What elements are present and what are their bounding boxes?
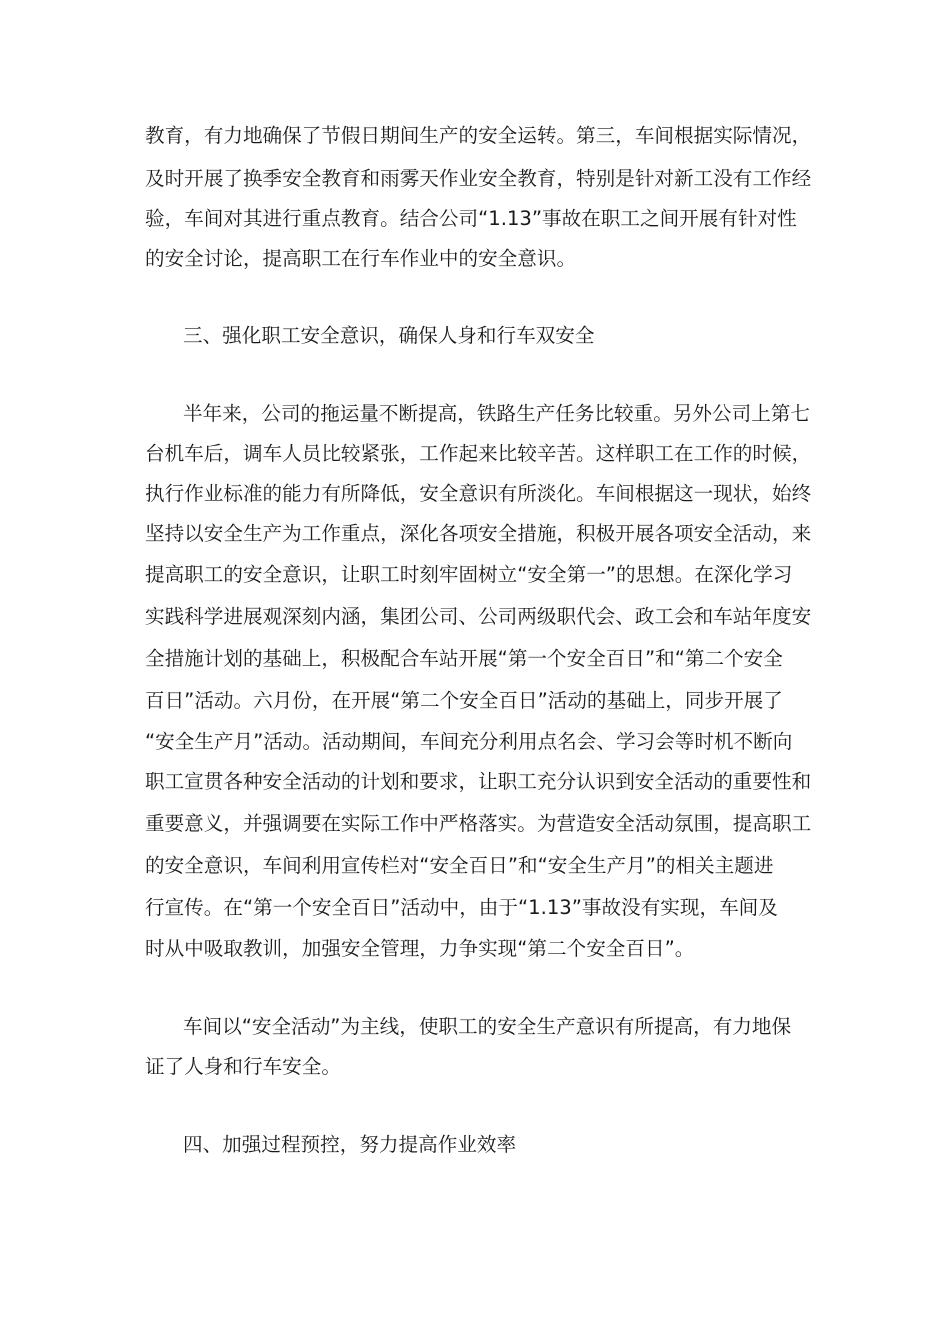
- text-line: 的安全讨论，提高职工在行车作业中的安全意识。: [145, 247, 577, 270]
- text-line: 坚持以安全生产为工作重点，深化各项安全措施，积极开展各项安全活动，来: [145, 522, 812, 545]
- heading-text: 三、强化职工安全意识，确保人身和行车双安全: [183, 324, 595, 347]
- text-line: 全措施计划的基础上，积极配合车站开展“第一个安全百日”和“第二个安全: [145, 647, 783, 670]
- text-line: 证了人身和行车安全。: [145, 1055, 341, 1078]
- text-line: 验，车间对其进行重点教育。结合公司“1.13”事故在职工之间开展有针对性: [145, 207, 797, 230]
- text-line: 提高职工的安全意识，让职工时刻牢固树立“安全第一”的思想。在深化学习: [145, 563, 793, 586]
- text-line: 车间以“安全活动”为主线，使职工的安全生产意识有所提高，有力地保: [183, 1015, 792, 1038]
- text-line: “安全生产月”活动。活动期间，车间充分利用点名会、学习会等时机不断向: [145, 730, 793, 753]
- text-line: 及时开展了换季安全教育和雨雾天作业安全教育，特别是针对新工没有工作经: [145, 167, 812, 190]
- text-line: 台机车后，调车人员比较紧张，工作起来比较辛苦。这样职工在工作的时候，: [145, 442, 812, 465]
- text-line: 职工宣贯各种安全活动的计划和要求，让职工充分认识到安全活动的重要性和: [145, 770, 812, 793]
- text-line: 半年来，公司的拖运量不断提高，铁路生产任务比较重。另外公司上第七: [183, 402, 810, 425]
- text-line: 重要意义，并强调要在实际工作中严格落实。为营造安全活动氛围，提高职工: [145, 812, 812, 835]
- text-line: 行宣传。在“第一个安全百日”活动中，由于“1.13”事故没有实现，车间及: [145, 896, 778, 919]
- text-line: 时从中吸取教训，加强安全管理，力争实现“第二个安全百日”。: [145, 937, 695, 960]
- text-line: 实践科学进展观深刻内涵，集团公司、公司两级职代会、政工会和车站年度安: [145, 605, 812, 628]
- text-line: 百日”活动。六月份，在开展“第二个安全百日”活动的基础上，同步开展了: [145, 689, 783, 712]
- text-line: 教育，有力地确保了节假日期间生产的安全运转。第三，车间根据实际情况，: [145, 124, 812, 147]
- text-line: 的安全意识，车间利用宣传栏对“安全百日”和“安全生产月”的相关主题进: [145, 854, 774, 877]
- text-line: 执行作业标准的能力有所降低，安全意识有所淡化。车间根据这一现状，始终: [145, 482, 812, 505]
- heading-text: 四、加强过程预控，努力提高作业效率: [183, 1133, 517, 1156]
